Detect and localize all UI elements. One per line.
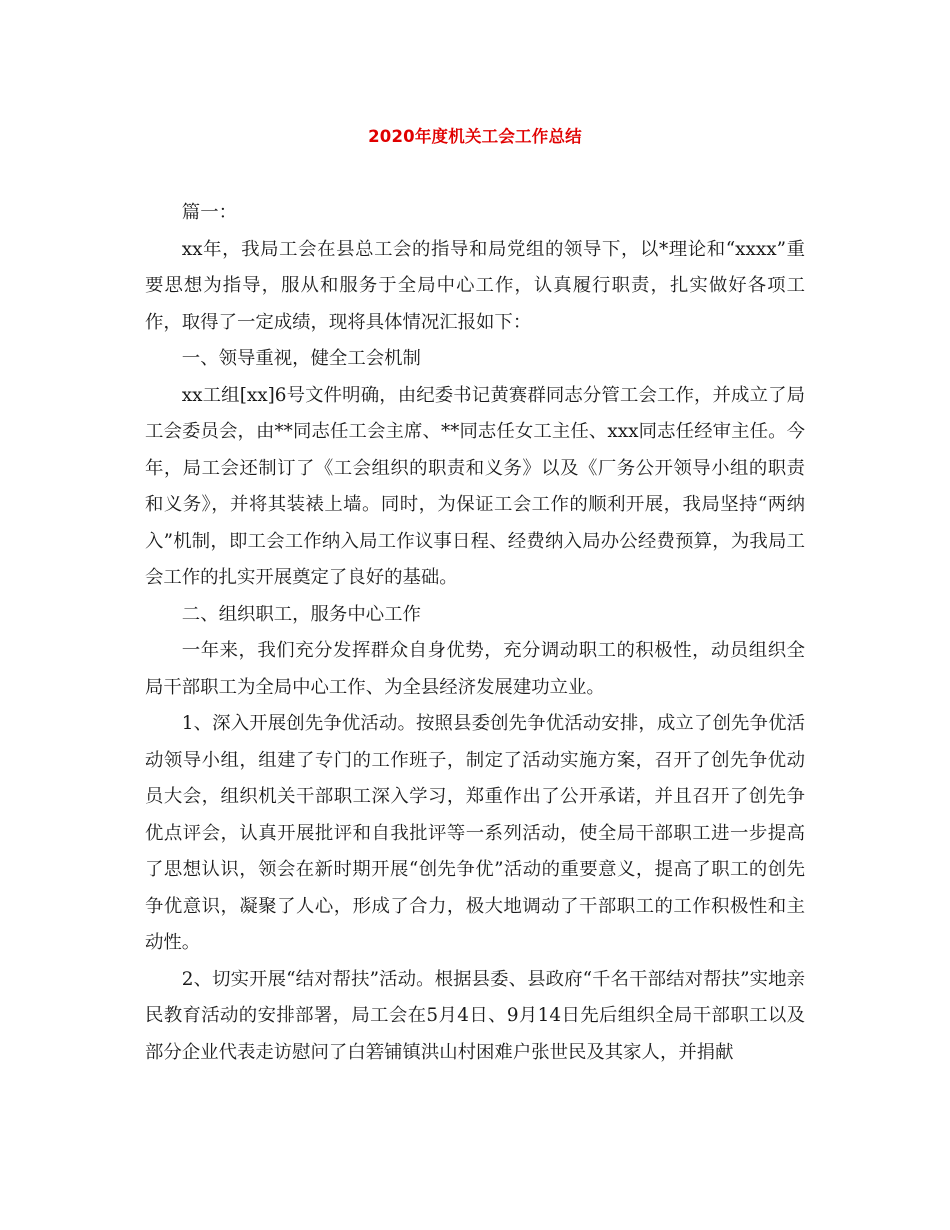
paragraph-item-1: 1、深入开展创先争优活动。按照县委创先争优活动安排，成立了创先争优活动领导小组，组建了专门的工作班子，制定了活动实施方案，召开了创先争优动员大会，组织机关干部职工深入学习，郑重作出了公开承诺，并且召开了创先争优点评会，认真开展批评和自我批评等一系列活动，使全局干部职工进一步提高了思想认识，领会在新时期开展“创先争优”活动的重要意义，提高了职工的创先争优意识，凝聚了人心，形成了合力，极大地调动了干部职工的工作积极性和主动性。	[145, 713, 805, 953]
section-label: 篇一：	[181, 202, 237, 223]
paragraph-organize: 一年来，我们充分发挥群众自身优势，充分调动职工的积极性，动员组织全局干部职工为全局中心工作、为全县经济发展建功立业。	[145, 640, 805, 698]
section-heading-1: 一、领导重视，健全工会机制	[181, 348, 421, 369]
intro-paragraph: xx年，我局工会在县总工会的指导和局党组的领导下，以*理论和“xxxx”重要思想为指导，服从和服务于全局中心工作，认真履行职责，扎实做好各项工作，取得了一定成绩，现将具体情况汇报如下：	[145, 238, 805, 333]
document-body	[145, 195, 805, 1071]
section-heading-2: 二、组织职工，服务中心工作	[181, 603, 421, 625]
paragraph-leadership: xx工组[xx]6号文件明确，由纪委书记黄赛群同志分管工会工作，并成立了局工会委员会，由**同志任工会主席、**同志任女工主任、xxx同志任经审主任。今年，局工会还制订了《工会组织的职责和义务》以及《厂务公开领导小组的职责和义务》，并将其装裱上墙。同时，为保证工会工作的顺利开展，我局坚持“两纳入”机制，即工会工作纳入局工作议事日程、经费纳入局办公经费预算，为我局工会工作的扎实开展奠定了良好的基础。	[145, 384, 805, 588]
document-title: 2020年度机关工会工作总结	[368, 127, 582, 146]
paragraph-item-2: 2、切实开展“结对帮扶”活动。根据县委、县政府“千名干部结对帮扶”实地亲民教育活动的安排部署，局工会在5月4日、9月14日先后组织全局干部职工以及部分企业代表走访慰问了白箬铺镇洪山村困难户张世民及其家人，并捐献	[145, 968, 805, 1063]
